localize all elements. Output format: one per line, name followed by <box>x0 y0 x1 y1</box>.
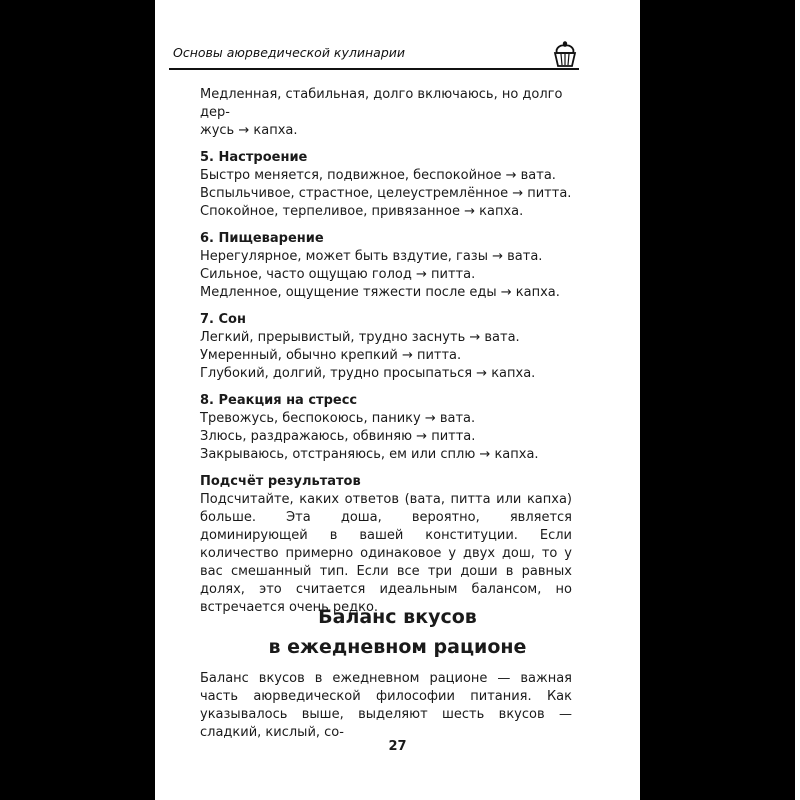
book-page <box>155 0 640 800</box>
answer-line: Спокойное, терпеливое, привязанное → капха. <box>200 204 524 219</box>
intro-line: Медленная, стабильная, долго включаюсь, но долго дер- <box>200 87 563 120</box>
section-heading-digestion: 6. Пищеварение <box>200 231 324 246</box>
running-header-title: Основы аюрведической кулинарии <box>173 45 406 60</box>
answer-line: Глубокий, долгий, трудно просыпаться → капха. <box>200 366 536 381</box>
chapter-title-line: Баланс вкусов <box>318 606 477 628</box>
chapter-paragraph: Баланс вкусов в ежедневном рационе — важная часть аюрведической философии питания. Как указывалось выше, выделяют шесть вкусов — сладкий, кислый, со- <box>200 671 572 740</box>
intro-line: жусь → капха. <box>200 123 298 138</box>
left-black-border <box>0 0 155 800</box>
chapter-title-line: в ежедневном рационе <box>268 636 527 658</box>
results-heading: Подсчёт результатов <box>200 474 361 489</box>
header-rule <box>169 68 579 70</box>
answer-line: Легкий, прерывистый, трудно заснуть → вата. <box>200 330 520 345</box>
answer-line: Закрываюсь, отстраняюсь, ем или сплю → капха. <box>200 447 539 462</box>
section-heading-mood: 5. Настроение <box>200 150 308 165</box>
answer-line: Вспыльчивое, страстное, целеустремлённое → питта. <box>200 186 572 201</box>
answer-line: Умеренный, обычно крепкий → питта. <box>200 348 462 363</box>
right-black-border <box>640 0 795 800</box>
section-heading-sleep: 7. Сон <box>200 312 246 327</box>
page-number: 27 <box>388 739 407 754</box>
page-body <box>200 86 572 617</box>
chapter-title <box>155 602 640 662</box>
results-paragraph: Подсчитайте, каких ответов (вата, питта или капха) больше. Эта доша, вероятно, является доминирующей в вашей конституции. Если количество примерно одинаковое у двух дош, то у вас смешанный тип. Если все три доши в равных долях, это считается идеальным балансом, но встречается очень редко. <box>200 492 572 615</box>
chapter-body <box>200 670 572 742</box>
answer-line: Нерегулярное, может быть вздутие, газы → вата. <box>200 249 543 264</box>
answer-line: Сильное, часто ощущаю голод → питта. <box>200 267 476 282</box>
answer-line: Злюсь, раздражаюсь, обвиняю → питта. <box>200 429 476 444</box>
answer-line: Тревожусь, беспокоюсь, панику → вата. <box>200 411 476 426</box>
cupcake-icon <box>552 40 578 68</box>
answer-line: Быстро меняется, подвижное, беспокойное → вата. <box>200 168 556 183</box>
section-heading-stress: 8. Реакция на стресс <box>200 393 358 408</box>
answer-line: Медленное, ощущение тяжести после еды → капха. <box>200 285 560 300</box>
